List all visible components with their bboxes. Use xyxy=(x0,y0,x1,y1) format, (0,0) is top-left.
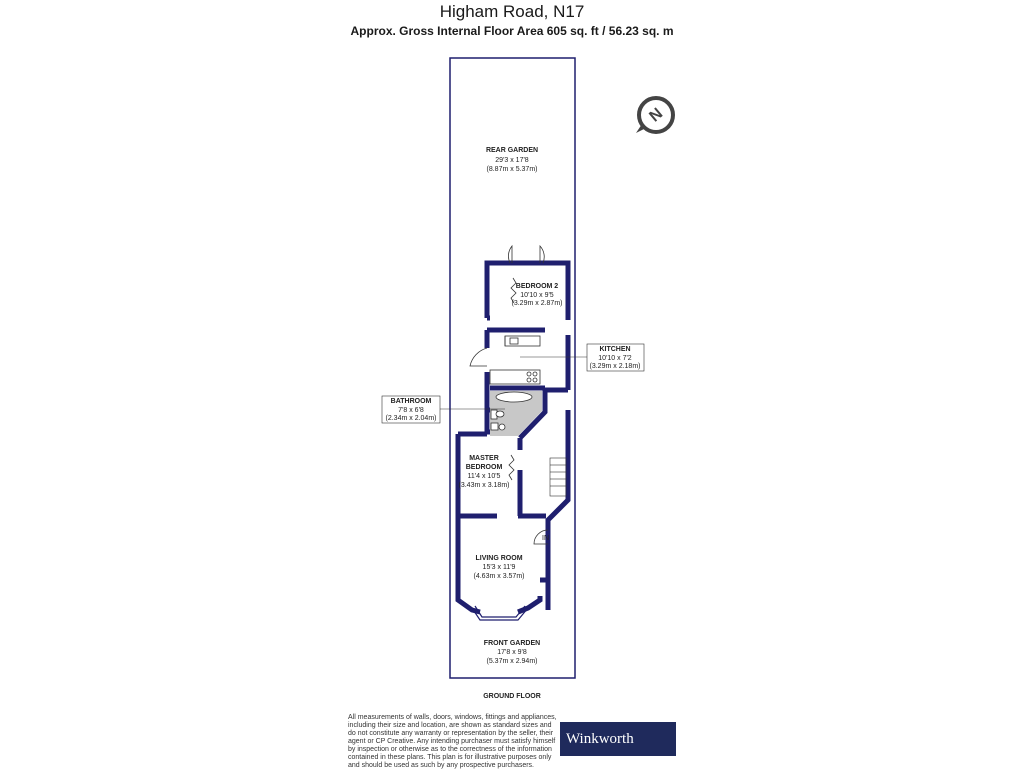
svg-text:KITCHEN: KITCHEN xyxy=(599,346,631,353)
svg-text:7'8 x 6'8: 7'8 x 6'8 xyxy=(398,407,424,414)
svg-text:LIVING ROOM: LIVING ROOM xyxy=(475,555,523,562)
master-bedroom-label xyxy=(459,455,510,489)
floor-label: GROUND FLOOR xyxy=(483,693,541,700)
brand-logo: Winkworth xyxy=(560,722,676,756)
bath-icon xyxy=(496,392,532,402)
svg-text:FRONT GARDEN: FRONT GARDEN xyxy=(483,640,541,647)
entrance-label: IN xyxy=(542,535,549,542)
svg-text:BEDROOM: BEDROOM xyxy=(465,464,503,471)
stairs xyxy=(550,458,566,496)
disclaimer-text: All measurements of walls, doors, windows, fittings and appliances, including their size and location, are shown as standard sizes and do not constitute any warranty or representation by the seller, their agent or CP Creative. Any intending purchaser must satisfy himself by inspection or otherwise as to the correctness of the information contained in these plans. This plan is for illustrative purposes only and should be used as such by any prospective purchasers. xyxy=(348,714,557,769)
svg-text:(3.29m x 2.18m): (3.29m x 2.18m) xyxy=(589,363,641,370)
bedroom2-label xyxy=(512,283,563,307)
svg-text:(5.37m x 2.94m): (5.37m x 2.94m) xyxy=(486,658,538,665)
kitchen-door xyxy=(470,348,487,366)
basin-icon xyxy=(491,423,505,430)
compass-letter: N xyxy=(646,105,667,126)
bay-window xyxy=(472,606,528,620)
plan-title: Higham Road, N17 xyxy=(439,2,585,21)
svg-text:BEDROOM 2: BEDROOM 2 xyxy=(515,283,559,290)
kitchen-units xyxy=(490,336,540,384)
kitchen-label xyxy=(520,344,644,371)
svg-text:(2.34m x 2.04m): (2.34m x 2.04m) xyxy=(385,415,437,422)
svg-text:BATHROOM: BATHROOM xyxy=(390,398,432,405)
svg-text:(4.63m x 3.57m): (4.63m x 3.57m) xyxy=(473,573,525,580)
svg-text:10'10 x 9'5: 10'10 x 9'5 xyxy=(520,292,554,299)
svg-text:MASTER: MASTER xyxy=(469,455,499,462)
wardrobe xyxy=(509,278,516,480)
floor-area-subtitle: Approx. Gross Internal Floor Area 605 sq. ft / 56.23 sq. m xyxy=(350,24,674,38)
living-room-label xyxy=(474,555,525,580)
svg-text:17'8 x 9'8: 17'8 x 9'8 xyxy=(497,649,527,656)
svg-text:REAR GARDEN: REAR GARDEN xyxy=(485,147,539,154)
svg-text:(3.29m x 2.87m): (3.29m x 2.87m) xyxy=(511,300,563,307)
svg-text:10'10 x 7'2: 10'10 x 7'2 xyxy=(598,355,632,362)
compass-icon xyxy=(636,98,673,133)
rear-french-doors xyxy=(508,246,544,263)
svg-text:(8.87m x 5.37m): (8.87m x 5.37m) xyxy=(486,166,538,173)
svg-text:29'3 x 17'8: 29'3 x 17'8 xyxy=(495,157,529,164)
svg-text:11'4 x 10'5: 11'4 x 10'5 xyxy=(467,473,501,480)
svg-text:15'3 x 11'9: 15'3 x 11'9 xyxy=(482,564,516,571)
svg-text:(3.43m x 3.18m): (3.43m x 3.18m) xyxy=(458,482,510,489)
rear-garden-label xyxy=(486,147,538,173)
front-garden-label xyxy=(484,640,540,665)
